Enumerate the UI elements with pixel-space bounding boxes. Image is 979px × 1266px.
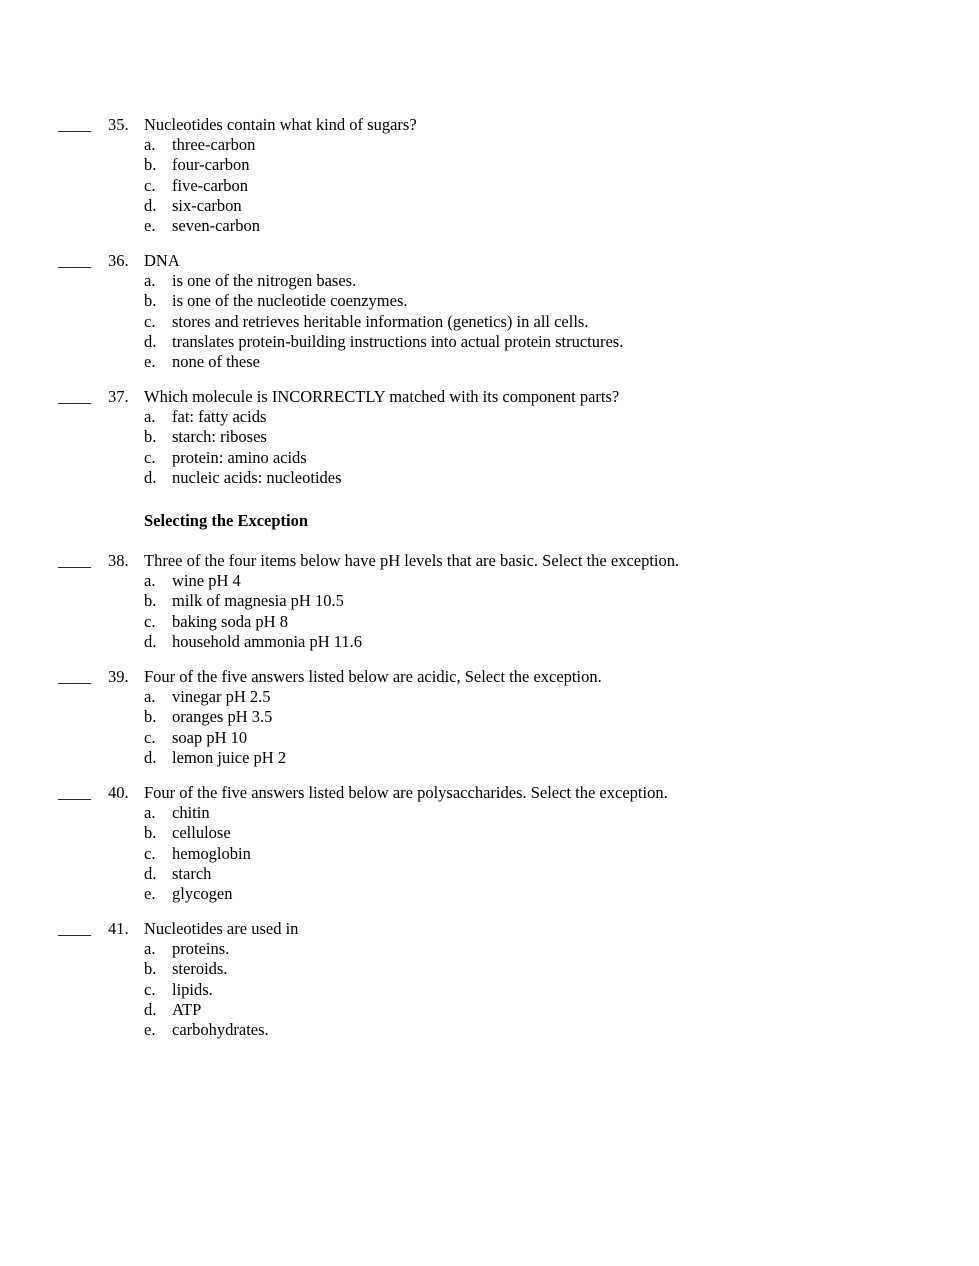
question-36 xyxy=(0,251,979,372)
option-d xyxy=(0,196,979,216)
question-number: 39. xyxy=(108,667,129,686)
option-e xyxy=(0,352,979,372)
option-a xyxy=(0,271,979,291)
question-text: Nucleotides contain what kind of sugars? xyxy=(144,115,417,134)
option-text: is one of the nitrogen bases. xyxy=(172,271,357,291)
answer-blank: ____ xyxy=(58,919,91,938)
option-letter: a. xyxy=(144,407,156,427)
question-number: 38. xyxy=(108,551,129,570)
question-header xyxy=(0,387,979,407)
option-letter: b. xyxy=(144,823,157,843)
option-text: stores and retrieves heritable information (genetics) in all cells. xyxy=(172,311,589,331)
answer-blank: ____ xyxy=(58,115,91,134)
option-letter: c. xyxy=(144,843,156,863)
option-d xyxy=(0,468,979,488)
option-text: cellulose xyxy=(172,823,231,843)
question-number: 40. xyxy=(108,783,129,802)
question-text: Nucleotides are used in xyxy=(144,919,299,938)
section-heading: Selecting the Exception xyxy=(144,511,309,530)
option-text: steroids. xyxy=(172,959,228,979)
option-b xyxy=(0,591,979,611)
option-text: hemoglobin xyxy=(172,843,251,863)
option-text: translates protein-building instructions into actual protein structures. xyxy=(172,331,624,351)
option-c xyxy=(0,176,979,196)
option-text: wine pH 4 xyxy=(172,571,241,591)
option-c xyxy=(0,312,979,332)
option-a xyxy=(0,803,979,823)
option-letter: d. xyxy=(144,631,157,651)
question-header xyxy=(0,551,979,571)
question-39 xyxy=(0,667,979,768)
option-text: protein: amino acids xyxy=(172,447,307,467)
option-letter: b. xyxy=(144,427,157,447)
option-letter: a. xyxy=(144,271,156,291)
question-41 xyxy=(0,919,979,1040)
answer-blank: ____ xyxy=(58,251,91,270)
option-d xyxy=(0,332,979,352)
option-e xyxy=(0,1020,979,1040)
option-text: starch: riboses xyxy=(172,427,267,447)
option-text: vinegar pH 2.5 xyxy=(172,687,271,707)
option-text: ATP xyxy=(172,999,202,1019)
answer-blank: ____ xyxy=(58,667,91,686)
option-letter: b. xyxy=(144,291,157,311)
option-letter: e. xyxy=(144,215,156,235)
option-letter: e. xyxy=(144,1019,156,1039)
option-letter: c. xyxy=(144,727,156,747)
option-letter: b. xyxy=(144,959,157,979)
option-letter: c. xyxy=(144,447,156,467)
option-text: nucleic acids: nucleotides xyxy=(172,467,342,487)
answer-blank: ____ xyxy=(58,551,91,570)
option-text: lipids. xyxy=(172,979,213,999)
option-letter: b. xyxy=(144,707,157,727)
question-header xyxy=(0,667,979,687)
option-letter: c. xyxy=(144,175,156,195)
question-header xyxy=(0,115,979,135)
option-d xyxy=(0,1000,979,1020)
option-letter: a. xyxy=(144,803,156,823)
option-letter: a. xyxy=(144,571,156,591)
option-e xyxy=(0,216,979,236)
option-text: seven-carbon xyxy=(172,215,260,235)
option-letter: c. xyxy=(144,311,156,331)
option-text: fat: fatty acids xyxy=(172,407,267,427)
option-letter: d. xyxy=(144,863,157,883)
question-40 xyxy=(0,783,979,904)
option-d xyxy=(0,748,979,768)
question-number: 37. xyxy=(108,387,129,406)
option-b xyxy=(0,707,979,727)
option-c xyxy=(0,980,979,1000)
question-header xyxy=(0,783,979,803)
option-a xyxy=(0,135,979,155)
option-d xyxy=(0,864,979,884)
option-letter: d. xyxy=(144,999,157,1019)
option-text: oranges pH 3.5 xyxy=(172,707,273,727)
option-text: six-carbon xyxy=(172,195,242,215)
option-text: five-carbon xyxy=(172,175,249,195)
option-a xyxy=(0,407,979,427)
option-c xyxy=(0,448,979,468)
option-text: chitin xyxy=(172,803,210,823)
option-letter: d. xyxy=(144,747,157,767)
option-b xyxy=(0,427,979,447)
option-text: is one of the nucleotide coenzymes. xyxy=(172,291,408,311)
option-e xyxy=(0,884,979,904)
option-letter: d. xyxy=(144,331,157,351)
option-b xyxy=(0,291,979,311)
question-number: 41. xyxy=(108,919,129,938)
answer-blank: ____ xyxy=(58,387,91,406)
question-text: Which molecule is INCORRECTLY matched with its component parts? xyxy=(144,387,620,406)
question-37 xyxy=(0,387,979,488)
option-a xyxy=(0,687,979,707)
option-text: starch xyxy=(172,863,212,883)
option-a xyxy=(0,571,979,591)
option-b xyxy=(0,155,979,175)
option-text: household ammonia pH 11.6 xyxy=(172,631,363,651)
option-text: carbohydrates. xyxy=(172,1019,269,1039)
question-38 xyxy=(0,551,979,652)
option-text: soap pH 10 xyxy=(172,727,248,747)
option-text: three-carbon xyxy=(172,135,256,155)
option-c xyxy=(0,844,979,864)
option-text: lemon juice pH 2 xyxy=(172,747,287,767)
option-letter: b. xyxy=(144,155,157,175)
option-b xyxy=(0,823,979,843)
question-number: 35. xyxy=(108,115,129,134)
question-text: Three of the four items below have pH levels that are basic. Select the exception. xyxy=(144,551,680,570)
option-letter: c. xyxy=(144,611,156,631)
answer-blank: ____ xyxy=(58,783,91,802)
option-text: four-carbon xyxy=(172,155,250,175)
question-text: Four of the five answers listed below are polysaccharides. Select the exception. xyxy=(144,783,668,802)
question-header xyxy=(0,919,979,939)
option-b xyxy=(0,959,979,979)
option-c xyxy=(0,728,979,748)
option-letter: d. xyxy=(144,195,157,215)
option-letter: a. xyxy=(144,939,156,959)
question-number: 36. xyxy=(108,251,129,270)
option-letter: c. xyxy=(144,979,156,999)
question-35 xyxy=(0,115,979,236)
option-text: milk of magnesia pH 10.5 xyxy=(172,591,344,611)
option-c xyxy=(0,612,979,632)
option-d xyxy=(0,632,979,652)
option-letter: e. xyxy=(144,883,156,903)
question-text: Four of the five answers listed below are acidic, Select the exception. xyxy=(144,667,602,686)
option-letter: a. xyxy=(144,135,156,155)
option-letter: a. xyxy=(144,687,156,707)
option-text: none of these xyxy=(172,351,260,371)
option-letter: d. xyxy=(144,467,157,487)
option-a xyxy=(0,939,979,959)
option-text: glycogen xyxy=(172,883,233,903)
option-text: baking soda pH 8 xyxy=(172,611,288,631)
option-letter: e. xyxy=(144,351,156,371)
question-text: DNA xyxy=(144,251,180,270)
option-letter: b. xyxy=(144,591,157,611)
question-header xyxy=(0,251,979,271)
option-text: proteins. xyxy=(172,939,230,959)
